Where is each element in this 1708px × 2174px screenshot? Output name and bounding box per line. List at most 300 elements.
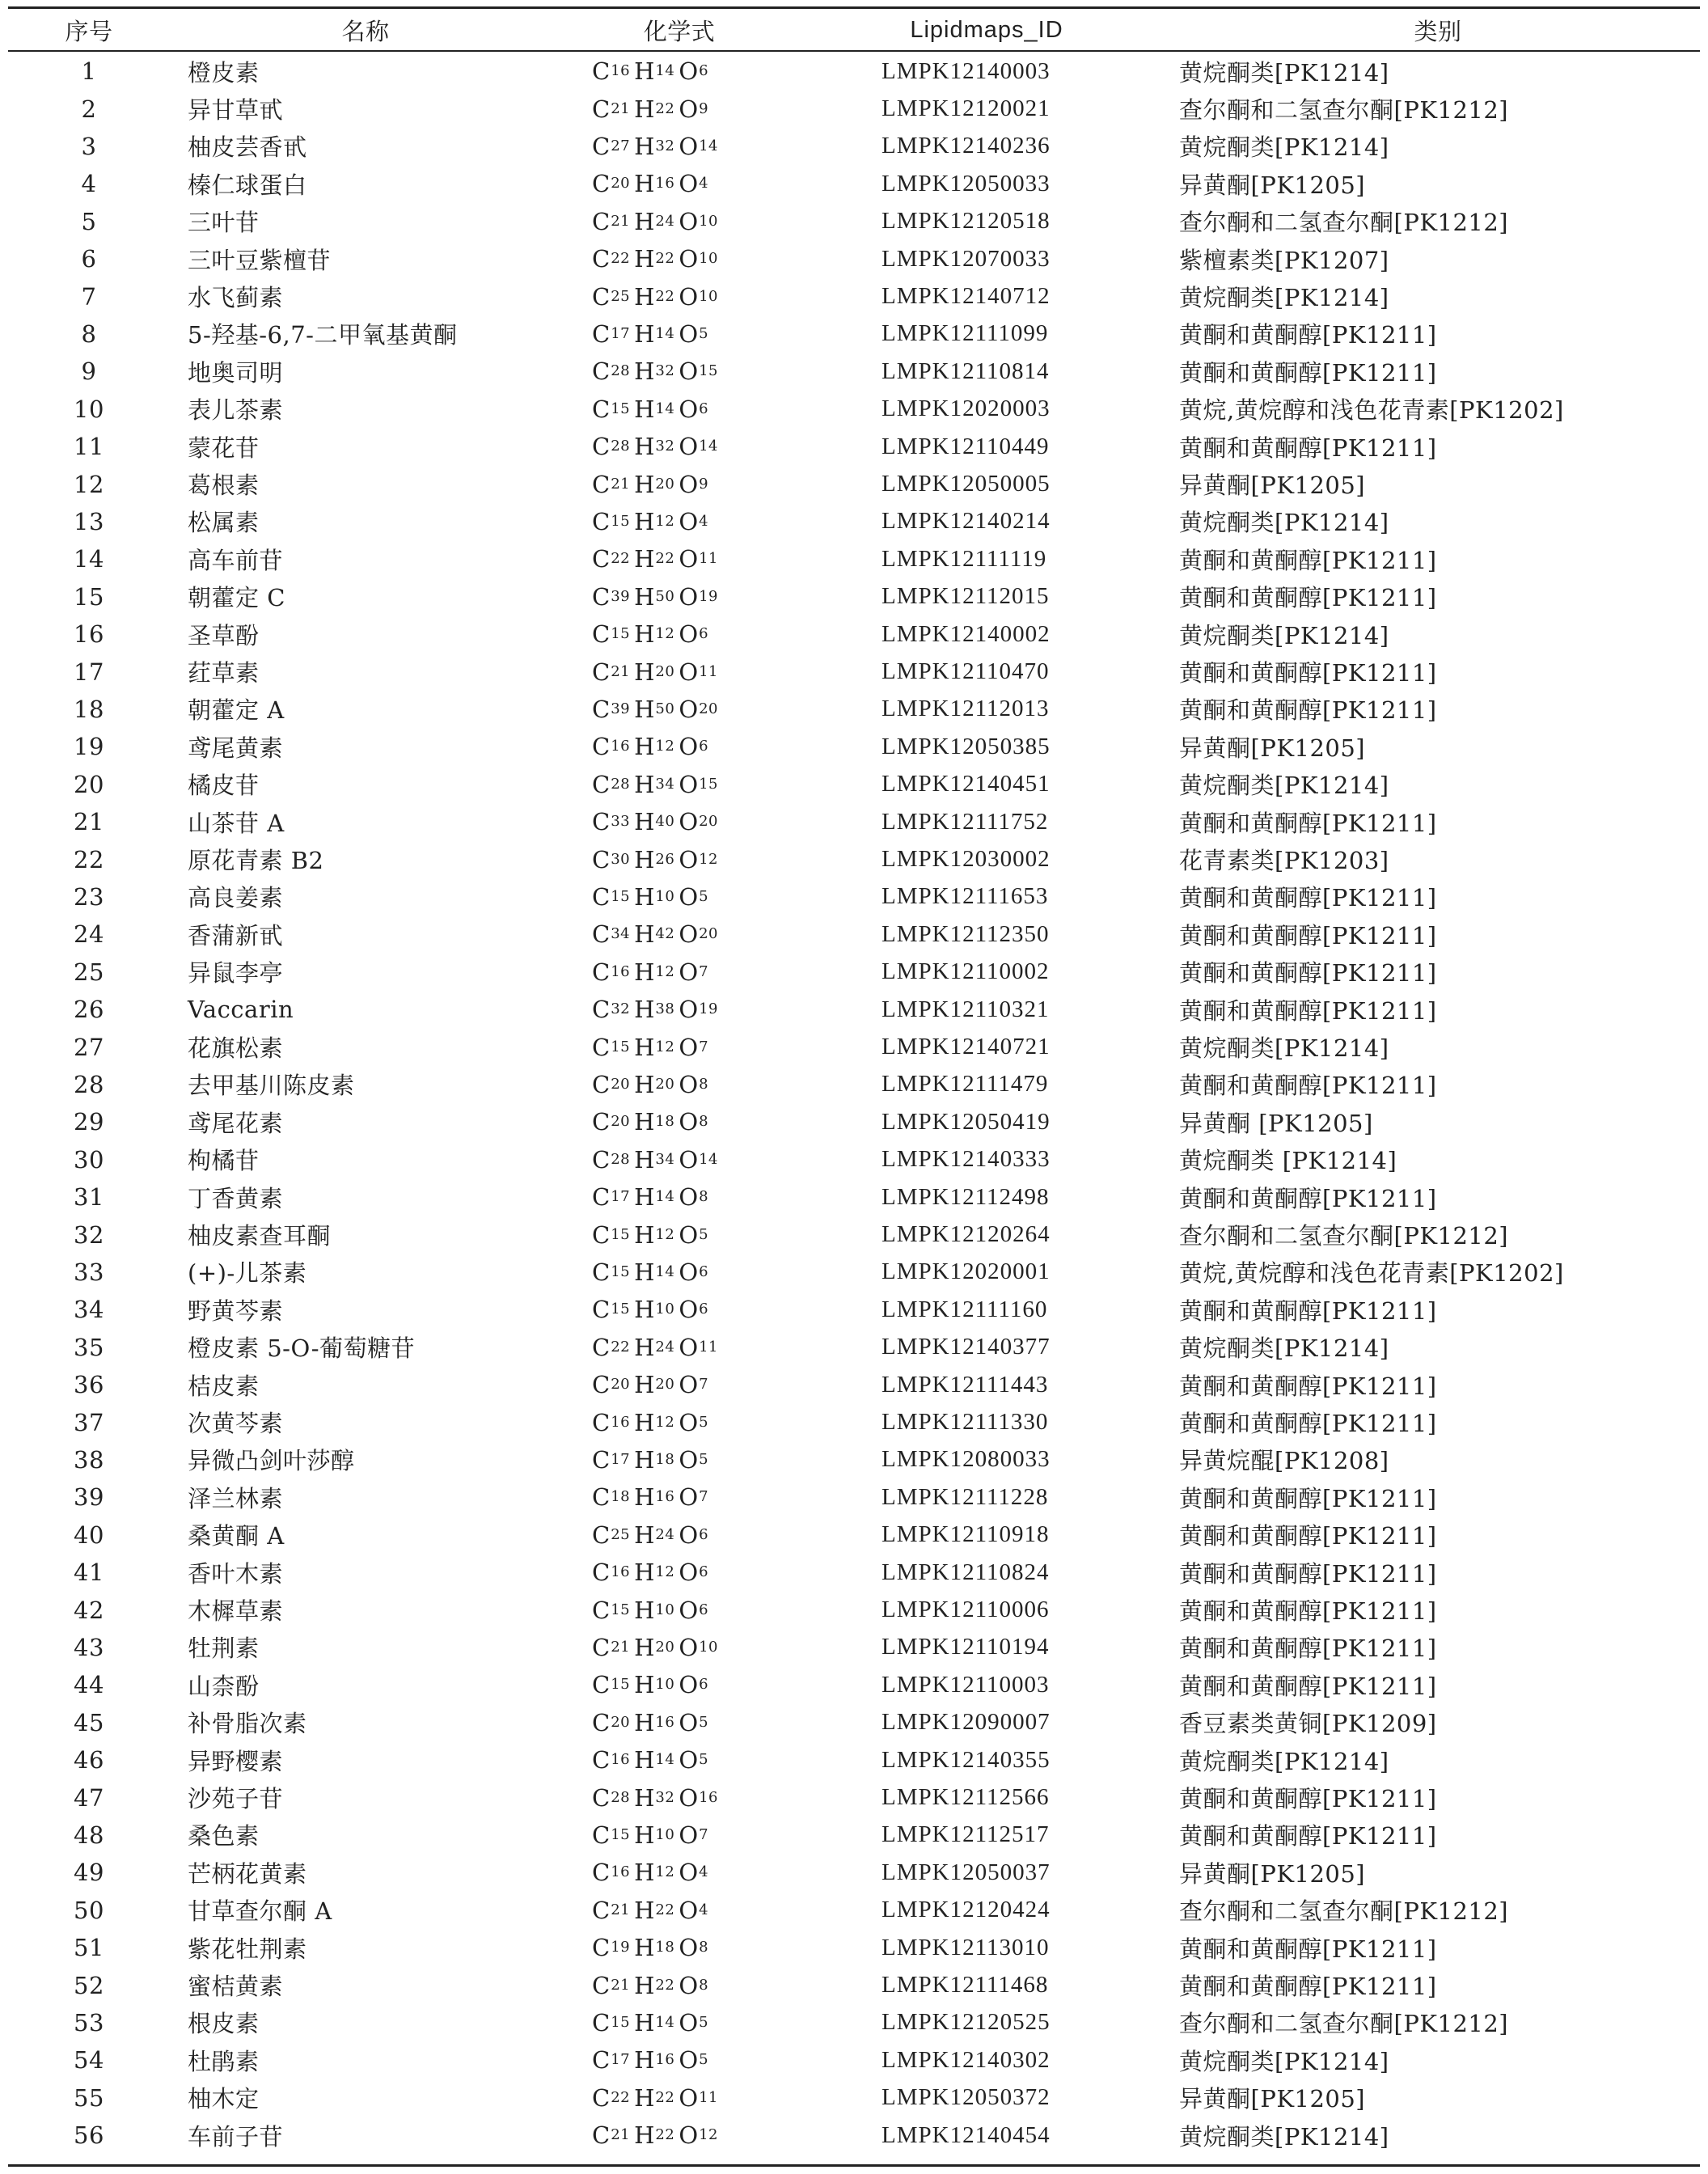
row-no: 51 (74, 1934, 104, 1962)
chemical-formula: C 34 H 42 O 20 (592, 920, 718, 949)
formula-element: O (679, 620, 699, 649)
table-row (8, 2117, 1700, 2154)
compound-class: 黄酮和黄酮醇[PK1211] (1179, 358, 1437, 387)
row-no: 54 (74, 2046, 104, 2075)
compound-name: 野黄芩素 (188, 1296, 284, 1325)
table-row (8, 1366, 1700, 1403)
formula-element: H (634, 1183, 655, 1212)
compound-name: 柚皮素查耳酮 (188, 1222, 332, 1250)
row-no: 36 (74, 1371, 104, 1399)
table-row (8, 1178, 1700, 1216)
formula-element: C (592, 1033, 611, 1061)
formula-element: H (634, 770, 655, 798)
chemical-formula: C 32 H 38 O 19 (592, 996, 718, 1024)
formula-element: C (592, 658, 611, 686)
row-no: 38 (74, 1445, 104, 1474)
formula-element: C (592, 282, 611, 311)
formula-element: O (679, 1896, 699, 1924)
compound-name: 鸢尾黄素 (188, 734, 284, 762)
table-row (8, 540, 1700, 577)
compound-class: 紫檀素类[PK1207] (1179, 246, 1389, 274)
formula-element: H (634, 1070, 655, 1098)
formula-element: O (679, 470, 699, 498)
chemical-formula: C 21 H 22 O 9 (592, 95, 709, 123)
table-top-rule (8, 6, 1700, 9)
formula-element: C (592, 1559, 611, 1587)
compound-class: 查尔酮和二氢查尔酮[PK1212] (1179, 1897, 1509, 1926)
table-row (8, 353, 1700, 390)
compound-name: 甘草查尔酮 A (188, 1897, 332, 1926)
row-no: 53 (74, 2008, 104, 2037)
compound-class: 黄酮和黄酮醇[PK1211] (1179, 1973, 1437, 2001)
formula-element: O (679, 1971, 699, 1999)
formula-element: H (634, 282, 655, 311)
formula-element: H (634, 920, 655, 949)
lipidmaps-id: LMPK12110470 (881, 658, 1050, 685)
table-row (8, 578, 1700, 615)
compound-class: 黄酮和黄酮醇[PK1211] (1179, 959, 1437, 988)
formula-element: C (592, 1258, 611, 1286)
formula-element: H (634, 1483, 655, 1512)
compound-name: 杜鹃素 (188, 2047, 260, 2075)
lipidmaps-id: LMPK12111752 (881, 808, 1049, 835)
table-row (8, 803, 1700, 840)
row-no: 7 (81, 282, 97, 311)
compound-name: 异甘草甙 (188, 96, 284, 125)
compound-class: 黄酮和黄酮醇[PK1211] (1179, 921, 1437, 950)
row-no: 37 (74, 1408, 104, 1436)
table-row (8, 991, 1700, 1028)
row-no: 46 (74, 1746, 104, 1774)
table-row (8, 1141, 1700, 1178)
table-row (8, 128, 1700, 165)
row-no: 35 (74, 1333, 104, 1361)
formula-element: C (592, 733, 611, 761)
chemical-formula: C 15 H 10 O 6 (592, 1596, 709, 1624)
chemical-formula: C 21 H 22 O 8 (592, 1971, 709, 1999)
compound-name: 水飞蓟素 (188, 284, 284, 312)
lipidmaps-id: LMPK12112566 (881, 1784, 1050, 1811)
table-row (8, 1929, 1700, 1966)
table-row (8, 2004, 1700, 2041)
formula-element: C (592, 582, 611, 611)
compound-name: 榛仁球蛋白 (188, 171, 307, 199)
compound-class: 黄酮和黄酮醇[PK1211] (1179, 996, 1437, 1025)
lipidmaps-id: LMPK12110824 (881, 1559, 1050, 1585)
chemical-formula: C 16 H 12 O 7 (592, 958, 709, 986)
formula-element: O (679, 57, 699, 86)
formula-element: C (592, 1183, 611, 1212)
compound-name: 三叶苷 (188, 209, 260, 237)
formula-element: C (592, 1371, 611, 1399)
compound-class: 黄烷酮类[PK1214] (1179, 1334, 1389, 1363)
formula-element: O (679, 658, 699, 686)
formula-element: O (679, 2121, 699, 2150)
lipidmaps-id: LMPK12140454 (881, 2121, 1051, 2148)
lipidmaps-id: LMPK12111468 (881, 1972, 1049, 1998)
table-row (8, 165, 1700, 202)
formula-element: H (634, 1333, 655, 1361)
lipidmaps-id: LMPK12110321 (881, 996, 1050, 1022)
compound-name: 橘皮苷 (188, 772, 260, 800)
row-no: 2 (81, 95, 97, 123)
row-no: 14 (74, 545, 104, 573)
lipidmaps-id: LMPK12110002 (881, 958, 1050, 985)
compound-class: 黄酮和黄酮醇[PK1211] (1179, 1072, 1437, 1100)
table-row (8, 1817, 1700, 1854)
chemical-formula: C 19 H 18 O 8 (592, 1934, 709, 1962)
chemical-formula: C 20 H 18 O 8 (592, 1108, 709, 1136)
chemical-formula: C 28 H 34 O 14 (592, 1145, 718, 1174)
row-no: 40 (74, 1521, 104, 1549)
compound-class: 异黄酮[PK1205] (1179, 2085, 1366, 2113)
chemical-formula: C 20 H 20 O 7 (592, 1371, 709, 1399)
formula-element: H (634, 95, 655, 123)
compound-class: 黄酮和黄酮醇[PK1211] (1179, 1410, 1437, 1438)
compound-class: 黄酮和黄酮醇[PK1211] (1179, 809, 1437, 837)
row-no: 3 (81, 132, 97, 160)
compound-name: 补骨脂次素 (188, 1710, 307, 1738)
formula-element: O (679, 282, 699, 311)
table-row (8, 840, 1700, 878)
formula-element: H (634, 1708, 655, 1736)
compound-name: 次黄芩素 (188, 1410, 284, 1438)
row-no: 28 (74, 1070, 104, 1098)
compound-class: 查尔酮和二氢查尔酮[PK1212] (1179, 1222, 1509, 1250)
formula-element: C (592, 845, 611, 873)
formula-element: C (592, 1859, 611, 1887)
formula-element: C (592, 207, 611, 235)
formula-element: H (634, 357, 655, 386)
formula-element: O (679, 2083, 699, 2112)
header-class: 类别 (1414, 17, 1462, 45)
formula-element: H (634, 1934, 655, 1962)
compound-class: 黄酮和黄酮醇[PK1211] (1179, 1597, 1437, 1626)
formula-element: C (592, 1746, 611, 1774)
compound-name: 紫花牡荆素 (188, 1935, 307, 1963)
compound-name: 枸橘苷 (188, 1147, 260, 1175)
chemical-formula: C 21 H 20 O 11 (592, 658, 718, 686)
compound-class: 黄酮和黄酮醇[PK1211] (1179, 1184, 1437, 1212)
row-no: 13 (74, 507, 104, 535)
row-no: 17 (74, 658, 104, 686)
compound-name: 花旗松素 (188, 1034, 284, 1063)
compound-class: 黄酮和黄酮醇[PK1211] (1179, 434, 1437, 462)
compound-class: 黄烷酮类[PK1214] (1179, 2047, 1389, 2075)
table-row (8, 615, 1700, 653)
compound-name: 丁香黄素 (188, 1184, 284, 1212)
formula-element: O (679, 1183, 699, 1212)
lipidmaps-id: LMPK12110814 (881, 357, 1050, 384)
compound-name: 异微凸剑叶莎醇 (188, 1447, 355, 1475)
lipidmaps-id: LMPK12140214 (881, 508, 1051, 535)
formula-element: C (592, 2083, 611, 2112)
compound-class: 黄酮和黄酮醇[PK1211] (1179, 546, 1437, 574)
formula-element: O (679, 507, 699, 535)
compound-name: 异鼠李亭 (188, 959, 284, 988)
lipidmaps-id: LMPK12020003 (881, 395, 1051, 422)
compound-name: 朝藿定 A (188, 696, 285, 725)
formula-element: H (634, 1108, 655, 1136)
compound-name: 葛根素 (188, 472, 260, 500)
lipidmaps-id: LMPK12112015 (881, 583, 1050, 610)
formula-element: H (634, 1145, 655, 1174)
table-row (8, 653, 1700, 690)
compound-class: 黄酮和黄酮醇[PK1211] (1179, 1935, 1437, 1963)
chemical-formula: C 16 H 14 O 6 (592, 57, 709, 86)
row-no: 34 (74, 1296, 104, 1324)
lipidmaps-id: LMPK12050385 (881, 733, 1051, 759)
lipidmaps-id: LMPK12030002 (881, 846, 1051, 873)
compound-name: 柚皮芸香甙 (188, 133, 307, 162)
row-no: 25 (74, 958, 104, 986)
formula-element: O (679, 1070, 699, 1098)
compound-name: (+)-儿茶素 (188, 1259, 307, 1288)
formula-element: H (634, 245, 655, 273)
formula-element: O (679, 1596, 699, 1624)
formula-element: C (592, 507, 611, 535)
compound-class: 黄酮和黄酮醇[PK1211] (1179, 1672, 1437, 1700)
row-no: 11 (74, 433, 104, 461)
compound-name: 山茶苷 A (188, 809, 285, 837)
formula-element: C (592, 433, 611, 461)
formula-element: O (679, 845, 699, 873)
formula-element: O (679, 582, 699, 611)
compound-name: 根皮素 (188, 2010, 260, 2038)
formula-element: C (592, 1483, 611, 1512)
table-row (8, 691, 1700, 728)
formula-element: O (679, 2046, 699, 2075)
formula-element: C (592, 958, 611, 986)
formula-element: H (634, 1296, 655, 1324)
chemical-formula: C 21 H 20 O 10 (592, 1633, 718, 1661)
table-bottom-rule (8, 2164, 1700, 2167)
row-no: 4 (81, 170, 97, 198)
compound-class: 黄烷酮类[PK1214] (1179, 2122, 1389, 2151)
chemical-formula: C 16 H 12 O 6 (592, 1559, 709, 1587)
compound-name: 原花青素 B2 (188, 847, 324, 875)
row-no: 9 (81, 357, 97, 386)
formula-element: C (592, 132, 611, 160)
formula-element: O (679, 996, 699, 1024)
chemical-formula: C 15 H 12 O 6 (592, 620, 709, 649)
row-no: 27 (74, 1033, 104, 1061)
row-no: 31 (74, 1183, 104, 1212)
formula-element: C (592, 1896, 611, 1924)
table-row (8, 2041, 1700, 2079)
formula-element: H (634, 170, 655, 198)
compound-name: 桑色素 (188, 1822, 260, 1850)
table-row (8, 1854, 1700, 1891)
table-row (8, 1291, 1700, 1328)
row-no: 45 (74, 1708, 104, 1736)
formula-element: O (679, 1333, 699, 1361)
lipidmaps-id: LMPK12111119 (881, 545, 1047, 572)
formula-element: H (634, 1408, 655, 1436)
row-no: 50 (74, 1896, 104, 1924)
lipidmaps-id: LMPK12120021 (881, 95, 1051, 122)
table-row (8, 766, 1700, 803)
chemical-formula: C 15 H 12 O 4 (592, 507, 709, 535)
formula-element: H (634, 733, 655, 761)
chemical-formula: C 16 H 12 O 6 (592, 733, 709, 761)
formula-element: H (634, 1258, 655, 1286)
chemical-formula: C 16 H 12 O 4 (592, 1859, 709, 1887)
formula-element: O (679, 1521, 699, 1549)
formula-element: O (679, 1934, 699, 1962)
chemical-formula: C 30 H 26 O 12 (592, 845, 718, 873)
formula-element: H (634, 1559, 655, 1587)
chemical-formula: C 28 H 32 O 14 (592, 433, 718, 461)
row-no: 1 (81, 57, 97, 86)
header-name: 名称 (341, 17, 390, 45)
formula-element: C (592, 319, 611, 348)
table-row (8, 2079, 1700, 2117)
chemical-formula: C 15 H 10 O 5 (592, 882, 709, 911)
compound-name: 橙皮素 5-O-葡萄糖苷 (188, 1334, 416, 1363)
lipidmaps-id: LMPK12112350 (881, 920, 1050, 947)
row-no: 42 (74, 1596, 104, 1624)
lipidmaps-id: LMPK12120424 (881, 1897, 1051, 1923)
chemical-formula: C 21 H 24 O 10 (592, 207, 718, 235)
formula-element: H (634, 433, 655, 461)
compound-name: 柚木定 (188, 2085, 260, 2113)
lipidmaps-id: LMPK12120518 (881, 208, 1051, 235)
compound-name: 车前子苷 (188, 2122, 284, 2151)
formula-element: O (679, 882, 699, 911)
lipidmaps-id: LMPK12140003 (881, 57, 1051, 84)
row-no: 10 (74, 395, 104, 423)
formula-element: H (634, 1371, 655, 1399)
compound-name: 泽兰林素 (188, 1484, 284, 1512)
compound-class: 黄酮和黄酮醇[PK1211] (1179, 1522, 1437, 1550)
formula-element: H (634, 1596, 655, 1624)
lipidmaps-id: LMPK12140721 (881, 1034, 1051, 1060)
formula-element: H (634, 1896, 655, 1924)
compound-name: 地奥司明 (188, 358, 284, 387)
formula-element: H (634, 808, 655, 836)
row-no: 47 (74, 1783, 104, 1812)
lipidmaps-id: LMPK12110006 (881, 1597, 1050, 1623)
formula-element: C (592, 1971, 611, 1999)
lipidmaps-id: LMPK12111479 (881, 1071, 1049, 1098)
formula-element: C (592, 395, 611, 423)
row-no: 29 (74, 1108, 104, 1136)
compound-class: 黄烷,黄烷醇和浅色花青素[PK1202] (1179, 1259, 1564, 1288)
lipidmaps-id: LMPK12111653 (881, 883, 1049, 910)
compound-class: 异黄烷醌[PK1208] (1179, 1447, 1389, 1475)
compound-class: 黄酮和黄酮醇[PK1211] (1179, 884, 1437, 912)
formula-element: H (634, 1821, 655, 1849)
lipidmaps-id: LMPK12140355 (881, 1746, 1051, 1773)
compound-class: 黄酮和黄酮醇[PK1211] (1179, 1372, 1437, 1400)
formula-element: O (679, 808, 699, 836)
compound-class: 异黄酮[PK1205] (1179, 171, 1366, 199)
formula-element: C (592, 1145, 611, 1174)
table-row (8, 1478, 1700, 1516)
table-row (8, 1254, 1700, 1291)
row-no: 43 (74, 1633, 104, 1661)
compound-name: 松属素 (188, 509, 260, 537)
formula-element: C (592, 996, 611, 1024)
lipidmaps-id: LMPK12140302 (881, 2046, 1051, 2073)
formula-element: C (592, 1521, 611, 1549)
compound-class: 黄烷,黄烷醇和浅色花青素[PK1202] (1179, 396, 1564, 425)
table-row (8, 1591, 1700, 1628)
compound-name: 高良姜素 (188, 884, 284, 912)
row-no: 15 (74, 582, 104, 611)
chemical-formula: C 28 H 34 O 15 (592, 770, 718, 798)
chemical-formula: C 15 H 14 O 6 (592, 395, 709, 423)
chemical-formula: C 28 H 32 O 16 (592, 1783, 718, 1812)
lipidmaps-id: LMPK12050372 (881, 2084, 1051, 2111)
formula-element: C (592, 1821, 611, 1849)
formula-element: C (592, 245, 611, 273)
formula-element: C (592, 1070, 611, 1098)
lipidmaps-id: LMPK12111443 (881, 1371, 1049, 1398)
formula-element: O (679, 132, 699, 160)
chemical-formula: C 16 H 14 O 5 (592, 1746, 709, 1774)
compound-class: 黄酮和黄酮醇[PK1211] (1179, 1484, 1437, 1512)
formula-element: H (634, 882, 655, 911)
formula-element: C (592, 920, 611, 949)
formula-element: C (592, 357, 611, 386)
compound-class: 黄酮和黄酮醇[PK1211] (1179, 584, 1437, 612)
formula-element: O (679, 1483, 699, 1512)
formula-element: H (634, 1521, 655, 1549)
table-row (8, 1441, 1700, 1478)
lipidmaps-id: LMPK12050419 (881, 1108, 1051, 1135)
formula-element: H (634, 620, 655, 649)
row-no: 32 (74, 1220, 104, 1249)
row-no: 44 (74, 1671, 104, 1699)
row-no: 8 (81, 319, 97, 348)
chemical-formula: C 16 H 12 O 5 (592, 1408, 709, 1436)
table-row (8, 1779, 1700, 1816)
formula-element: O (679, 1859, 699, 1887)
compound-name: 桑黄酮 A (188, 1522, 285, 1550)
row-no: 12 (74, 470, 104, 498)
table-row (8, 391, 1700, 428)
formula-element: O (679, 95, 699, 123)
table-row (8, 1403, 1700, 1440)
formula-element: C (592, 2008, 611, 2037)
lipidmaps-id: LMPK12050033 (881, 170, 1051, 197)
chemical-formula: C 15 H 10 O 6 (592, 1296, 709, 1324)
lipidmaps-id: LMPK12050037 (881, 1859, 1051, 1885)
formula-element: O (679, 920, 699, 949)
formula-element: O (679, 1220, 699, 1249)
row-no: 16 (74, 620, 104, 649)
lipidmaps-id: LMPK12120264 (881, 1221, 1051, 1248)
formula-element: H (634, 1033, 655, 1061)
formula-element: H (634, 207, 655, 235)
compound-name: 鸢尾花素 (188, 1109, 284, 1137)
chemical-formula: C 21 H 22 O 4 (592, 1896, 709, 1924)
formula-element: H (634, 1859, 655, 1887)
compound-class: 黄烷酮类[PK1214] (1179, 772, 1389, 800)
formula-element: O (679, 433, 699, 461)
lipidmaps-id: LMPK12070033 (881, 245, 1051, 272)
formula-element: C (592, 545, 611, 573)
compound-name: 芒柄花黄素 (188, 1859, 307, 1888)
formula-element: O (679, 1671, 699, 1699)
formula-element: C (592, 95, 611, 123)
compound-name: Vaccarin (188, 996, 294, 1024)
compound-name: 朝藿定 C (188, 584, 285, 612)
row-no: 30 (74, 1145, 104, 1174)
formula-element: C (592, 770, 611, 798)
